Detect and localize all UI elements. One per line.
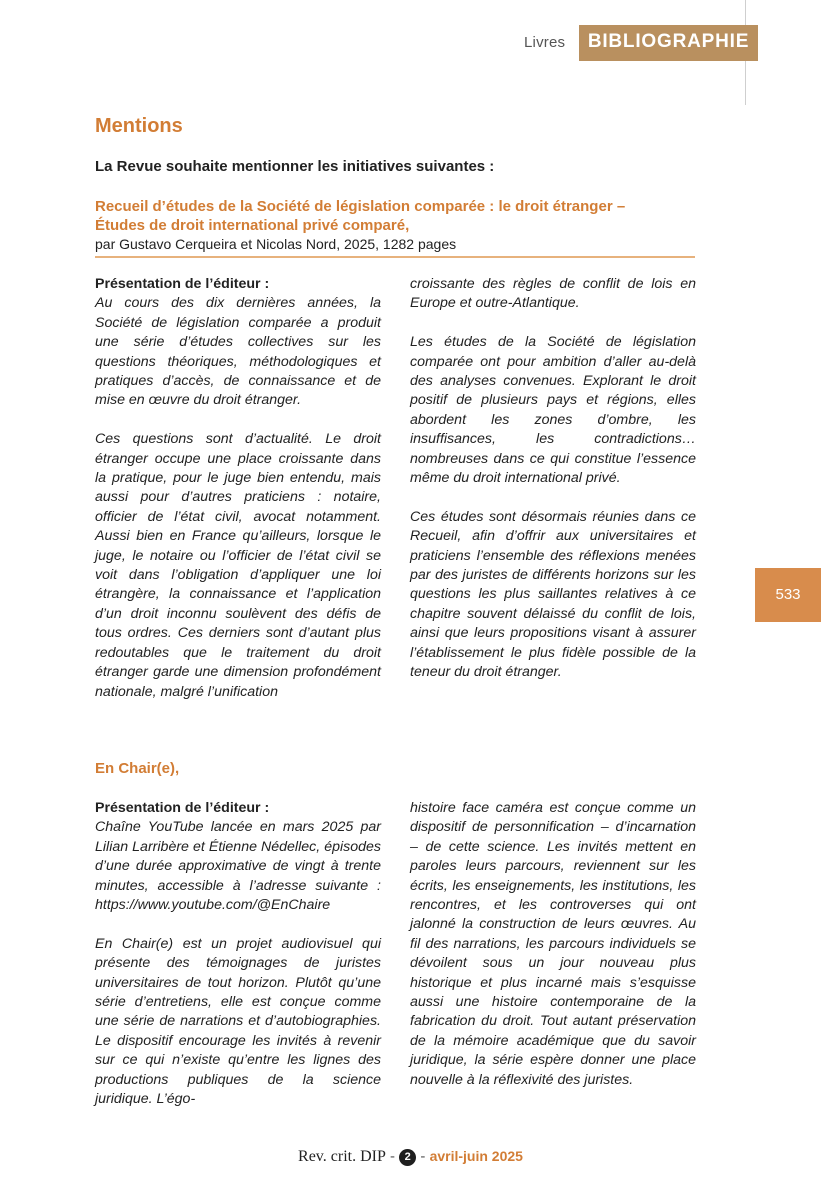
header-badge-bibliographie: BIBLIOGRAPHIE bbox=[579, 25, 758, 61]
page-footer bbox=[0, 1148, 821, 1166]
mentions-column-left bbox=[95, 275, 381, 721]
paragraph: En Chair(e) est un projet audiovisuel qui présente des témoignages de juristes universitaires de tout horizon. Plutôt qu’une série d’entretiens, elle est conçue comme une série de narrations et d’autobiographies. Le dispositif encourage les invités à revenir sur ce qui n’existe qu’entre les lignes des productions publiques de la science juridique. L’égo- bbox=[95, 935, 381, 1108]
paragraph: Ces questions sont d’actualité. Le droit étranger occupe une place croissante dans la pratique, pour le juge bien entendu, mais aussi pour d’autres praticiens : notaire, officier de l’état civil, avocat notamment. Aussi bien en France qu’ailleurs, lorsque le juge, le notaire ou l’officier de l’état civil se voit dans l’obligation d’appliquer une loi étrangère, la connaissance et l’application d’un droit inconnu soulèvent des défis de tous ordres. Ces derniers sont d’autant plus redoutables que le traitement du droit étranger garde une dimension profondément nationale, malgré l’unification bbox=[95, 431, 381, 700]
paragraph: histoire face caméra est conçue comme un dispositif de personnification – d’incarnation – de cette science. Les invités mettent en paroles leurs parcours, reviennent sur les écrits, les enseignements, les institutions, les rencontres, et les controverses qui ont jalonné la construction de leurs œuvres. Au fil des narrations, les parcours individuels se dévoilent sous un jour nouveau plus historique et plus incarné mais s’esquisse aussi une histoire contemporaine de la fabrication du droit. Tout autant préservation de la mémoire académique que du savoir juridique, la série espère donner une place nouvelle à la réflexivité des juristes. bbox=[410, 800, 696, 1088]
publisher-presentation-label: Présentation de l’éditeur : bbox=[95, 800, 270, 816]
paragraph-text: Au cours des dix dernières années, la Société de législation comparée a produit une série d’études collectives sur les questions théoriques, méthodologiques et pratiques d’accès, de connaissance et de mise en œuvre du droit étranger. bbox=[95, 295, 381, 409]
footer-journal-name: Rev. crit. DIP bbox=[298, 1148, 386, 1165]
paragraph: Les études de la Société de législation comparée ont pour ambition d’aller au-delà des analyses convenues. Explorant le droit positif de plusieurs pays et régions, elles abordent les zones d’ombre, les insuffisances, les contradictions… nombreuses dans ce qui constitue l’essence même du droit international privé. bbox=[410, 334, 696, 487]
paragraph bbox=[95, 275, 381, 411]
book-title: Recueil d’études de la Société de législation comparée : le droit étranger – Études de droit international privé comparé, bbox=[95, 198, 626, 234]
footer-date: avril-juin 2025 bbox=[429, 1148, 523, 1164]
header-section-label: Livres bbox=[524, 34, 566, 51]
book-byline: par Gustavo Cerqueira et Nicolas Nord, 2025, 1282 pages bbox=[95, 236, 457, 252]
paragraph: Ces études sont désormais réunies dans ce Recueil, afin d’offrir aux universitaires et praticiens l’ensemble des réflexions menées par des juristes de différents horizons sur les questions les plus saillantes relatives à ce chapitre souvent délaissé du conflit de lois, ainsi que leurs propositions visant à assurer l’établissement le plus fidèle possible de la teneur du droit étranger. bbox=[410, 508, 696, 681]
enchaire-column-left bbox=[95, 799, 381, 1129]
enchaire-column-right bbox=[410, 799, 696, 1109]
paragraph bbox=[95, 799, 381, 915]
title-divider bbox=[95, 256, 695, 258]
paragraph: croissante des règles de conflit de lois en Europe et outre-Atlantique. bbox=[410, 276, 696, 312]
footer-issue-number: 2 bbox=[399, 1149, 416, 1166]
paragraph-text: Chaîne YouTube lancée en mars 2025 par Lilian Larribère et Étienne Nédellec, épisodes d’une durée approximative de vingt à trente minutes, accessible à l’adresse suivante : https://www.youtube.com/@EnChaire bbox=[95, 819, 381, 914]
page-number-tab: 533 bbox=[755, 568, 821, 622]
publisher-presentation-label: Présentation de l’éditeur : bbox=[95, 276, 270, 292]
intro-text: La Revue souhaite mentionner les initiatives suivantes : bbox=[95, 158, 495, 175]
section-title-en-chaire: En Chair(e), bbox=[95, 760, 180, 777]
footer-separator: - bbox=[420, 1148, 426, 1165]
mentions-column-right bbox=[410, 275, 696, 702]
section-title-mentions: Mentions bbox=[95, 115, 183, 137]
footer-separator: - bbox=[390, 1148, 396, 1165]
